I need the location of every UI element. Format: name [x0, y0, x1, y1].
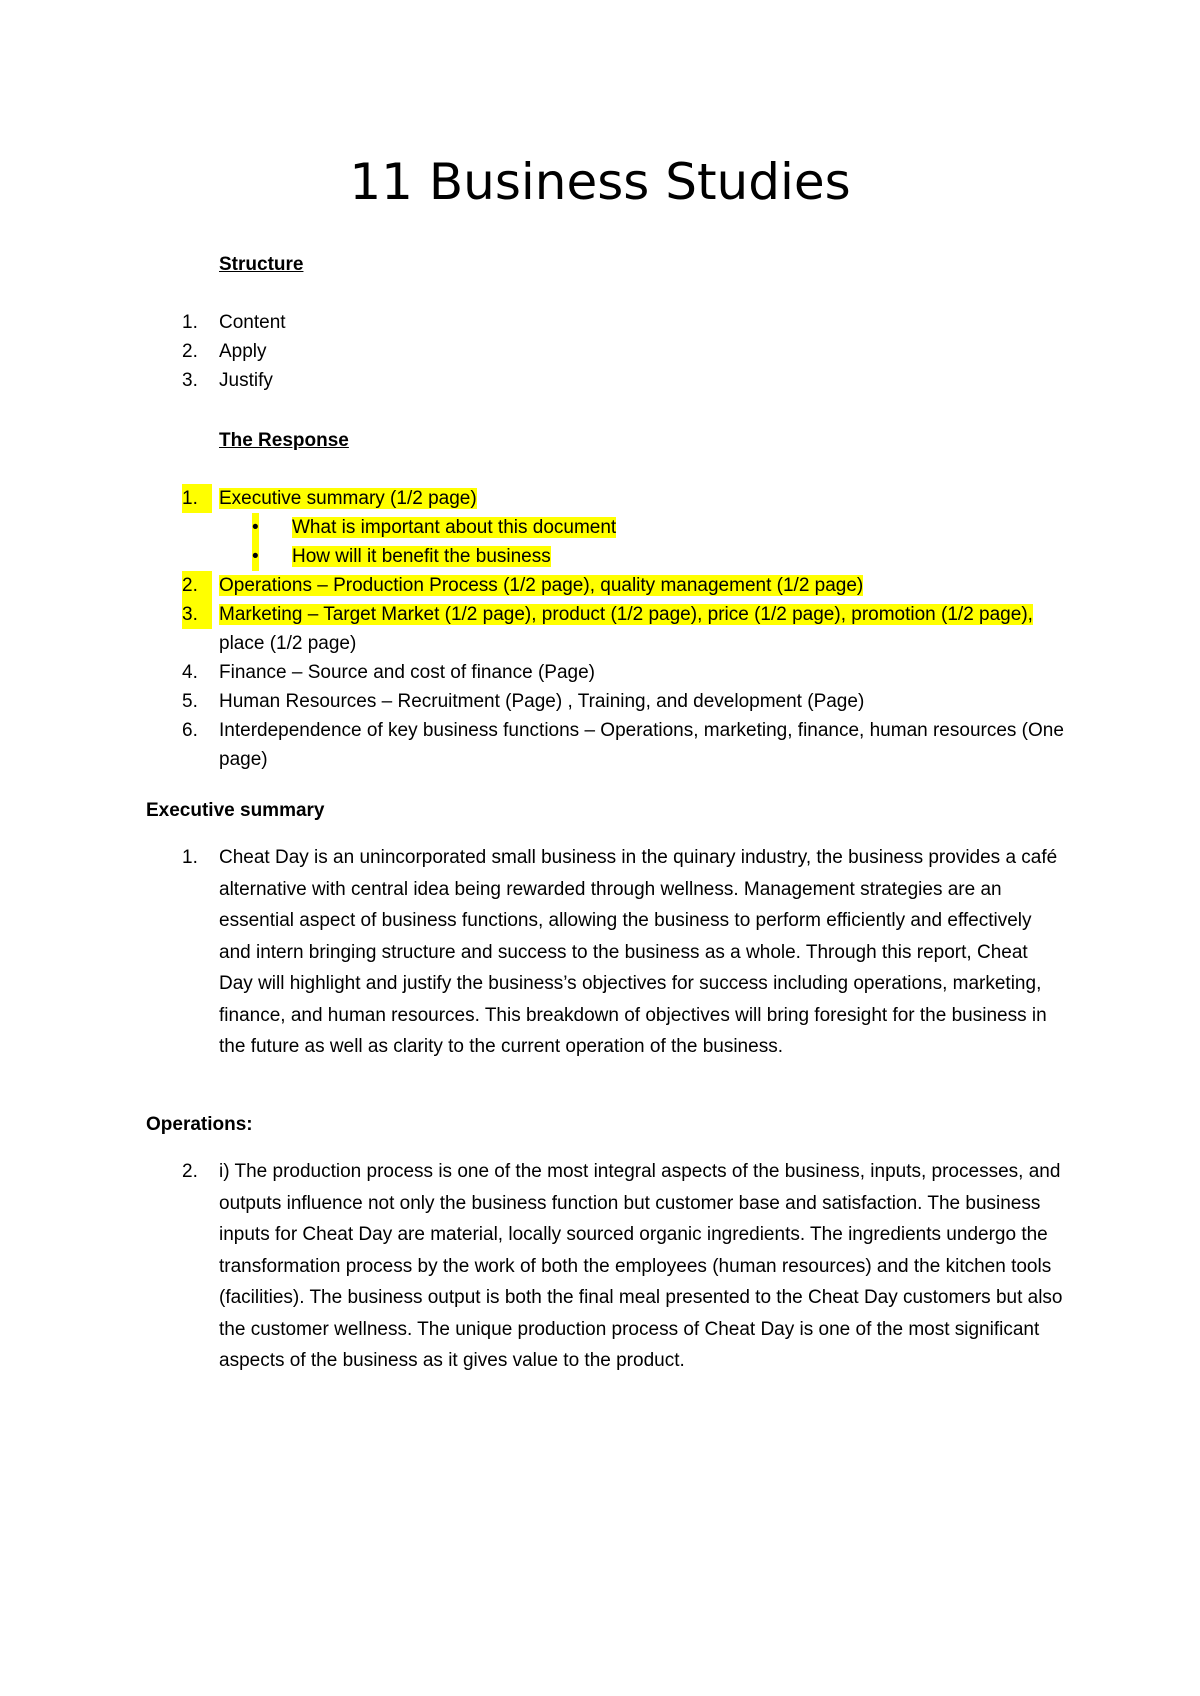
structure-list — [146, 308, 1066, 395]
list-item: 1. Content — [182, 312, 286, 333]
list-item: 3. Marketing – Target Market (1/2 page), product (1/2 page), price (1/2 page), promotion (1/2 page), place (1/2 page) — [146, 600, 1066, 658]
operations-heading: Operations: — [146, 1114, 253, 1135]
structure-heading: Structure — [219, 254, 304, 275]
operations-text: i) The production process is one of the most integral aspects of the business, inputs, processes, and outputs influence not only the business function but customer base and satisfaction. The business inputs for Cheat Day are material, locally sourced organic ingredients. The ingredients undergo the transformation process by the work of both the employees (human resources) and the kitchen tools (facilities). The business output is both the final meal presented to the Cheat Day customers but also the customer wellness. The unique production process of Cheat Day is one of the most significant aspects of the business as it gives value to the product. — [219, 1161, 1063, 1371]
executive-summary-text: Cheat Day is an unincorporated small business in the quinary industry, the business provides a café alternative with central idea being rewarded through wellness. Management strategies are an essential aspect of business functions, allowing the business to perform efficiently and effectively and intern bringing structure and success to the business as a whole. Through this report, Cheat Day will highlight and justify the business’s objectives for success including operations, marketing, finance, and human resources. This breakdown of objectives will bring foresight for the business in the future as well as clarity to the current operation of the business. — [219, 847, 1058, 1057]
list-item: 2. i) The production process is one of the most integral aspects of the business, inputs, processes, and outputs influence not only the business function but customer base and satisfaction. The business inputs for Cheat Day are material, locally sourced organic ingredients. The ingredients undergo the transformation process by the work of both the employees (human resources) and the kitchen tools (facilities). The business output is both the final meal presented to the Cheat Day customers but also the customer wellness. The unique production process of Cheat Day is one of the most significant aspects of the business as it gives value to the product. — [182, 1161, 1063, 1371]
list-item: • What is important about this document — [146, 513, 1066, 542]
list-item: 1. Cheat Day is an unincorporated small business in the quinary industry, the business provides a café alternative with central idea being rewarded through wellness. Management strategies are an essential aspect of business functions, allowing the business to perform efficiently and effectively and intern bringing structure and success to the business as a whole. Through this report, Cheat Day will highlight and justify the business’s objectives for success including operations, marketing, finance, and human resources. This breakdown of objectives will bring foresight for the business in the future as well as clarity to the current operation of the business. — [182, 847, 1058, 1057]
document-title: 11 Business Studies — [349, 153, 851, 211]
response-heading: The Response — [219, 430, 349, 451]
list-item: 2. Apply — [182, 341, 267, 362]
list-item: 6. Interdependence of key business functions – Operations, marketing, finance, human resources (One page) — [182, 720, 1064, 770]
list-item: 2. Operations – Production Process (1/2 page), quality management (1/2 page) — [146, 571, 1066, 600]
list-item: • How will it benefit the business — [146, 542, 1066, 571]
response-list — [146, 484, 1066, 774]
list-item: 4. Finance – Source and cost of finance (Page) — [182, 662, 596, 683]
executive-summary-list — [146, 842, 1066, 1063]
list-item: 1. Executive summary (1/2 page) — [146, 484, 1066, 513]
list-item: 3. Justify — [182, 370, 273, 391]
executive-summary-heading: Executive summary — [146, 800, 325, 821]
operations-list — [146, 1156, 1066, 1377]
list-item: 5. Human Resources – Recruitment (Page) , Training, and development (Page) — [182, 691, 865, 712]
